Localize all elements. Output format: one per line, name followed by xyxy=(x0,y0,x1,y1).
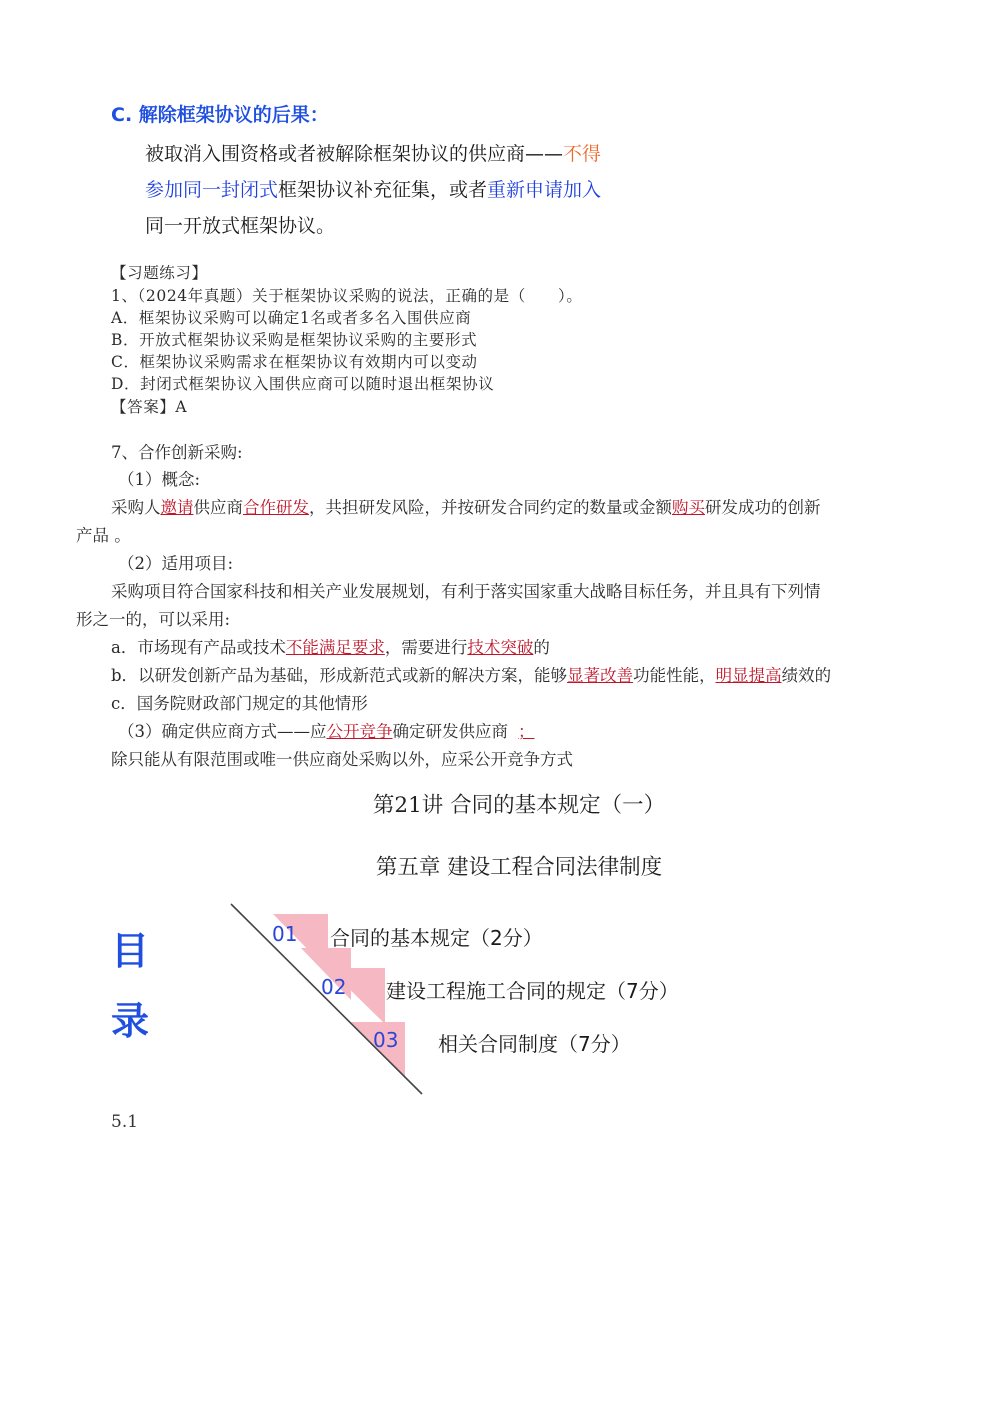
text: ，共担研发风险，并按研发合同约定的数量或金额 xyxy=(309,498,672,517)
exercise-question: 1、（2024年真题）关于框架协议采购的说法，正确的是（ ）。 xyxy=(111,287,583,305)
coop-concept-label: （1）概念: xyxy=(118,470,201,489)
coop-scope-label: （2）适用项目: xyxy=(118,554,234,573)
coop-scope-line-1: 采购项目符合国家科技和相关产业发展规划，有利于落实国家重大战略目标任务，并且具有下列情 xyxy=(111,582,821,601)
exercise-heading: 【习题练习】 xyxy=(111,264,208,282)
key-term-breakthrough: 技术突破 xyxy=(467,638,534,657)
text: a．市场现有产品或技术 xyxy=(111,638,286,657)
coop-heading: 7、合作创新采购: xyxy=(111,443,243,462)
toc-item-1-number: 01 xyxy=(272,922,298,946)
toc-item-2-number: 02 xyxy=(321,975,347,999)
text: 确定研发供应商 xyxy=(392,722,508,741)
chapter-title: 第五章 建设工程合同法律制度 xyxy=(375,855,663,880)
text: 绩效的 xyxy=(781,666,832,685)
section-c-highlight-closed: 参加同一封闭式 xyxy=(145,179,279,201)
section-c-title: C. 解除框架协议的后果： xyxy=(111,104,329,126)
section-c-highlight-budede: 不得 xyxy=(563,143,602,165)
coop-item-b xyxy=(111,662,831,686)
text: 采购人 xyxy=(111,498,161,517)
section-c-line-2 xyxy=(145,175,601,202)
key-term-raise: 明显提高 xyxy=(715,666,782,685)
coop-item-a xyxy=(111,634,550,658)
section-c-highlight-reapply: 重新申请加入 xyxy=(487,179,602,201)
key-term-invite: 邀请 xyxy=(160,498,194,517)
exercise-option-b: B．开放式框架协议采购是框架协议采购的主要形式 xyxy=(111,331,478,349)
section-c-line-1 xyxy=(145,139,601,166)
text: （3）确定供应商方式——应 xyxy=(118,722,327,741)
coop-method-note: 除只能从有限范围或唯一供应商处采购以外，应采公开竞争方式 xyxy=(111,750,573,769)
exercise-option-c: C．框架协议采购需求在框架协议有效期内可以变动 xyxy=(111,353,478,371)
section-c-line-3: 同一开放式框架协议。 xyxy=(145,215,336,237)
toc-item-1-label: 合同的基本规定（2分） xyxy=(330,926,543,950)
section-c-line-2-text: 框架协议补充征集，或者 xyxy=(278,179,488,201)
exercise-option-a: A．框架协议采购可以确定1名或者多名入围供应商 xyxy=(111,309,472,327)
key-term-open-competition: 公开竞争 xyxy=(326,722,393,741)
toc-item-2-label: 建设工程施工合同的规定（7分） xyxy=(386,979,679,1003)
toc-item-3-label: 相关合同制度（7分） xyxy=(438,1032,631,1056)
coop-method xyxy=(118,718,535,742)
text: 的 xyxy=(533,638,550,657)
key-term-co-research: 合作研发 xyxy=(243,498,309,517)
key-term-not-meet: 不能满足要求 xyxy=(285,638,385,657)
key-term-improve: 显著改善 xyxy=(567,666,634,685)
coop-scope-line-2: 形之一的，可以采用: xyxy=(76,610,231,629)
text: 研发成功的创新 xyxy=(705,498,821,517)
text: 功能性能， xyxy=(633,666,716,685)
text: b．以研发创新产品为基础，形成新范式或新的解决方案，能够 xyxy=(111,666,568,685)
exercise-option-d: D．封闭式框架协议入围供应商可以随时退出框架协议 xyxy=(111,375,495,393)
toc-title-char-1: 目 xyxy=(111,929,150,973)
coop-concept-line-1 xyxy=(111,494,821,518)
section-c-line-1-text: 被取消入围资格或者被解除框架协议的供应商—— xyxy=(145,143,564,165)
coop-concept-line-2: 产品 。 xyxy=(76,526,131,545)
toc-title-char-2: 录 xyxy=(111,999,150,1043)
key-term-purchase: 购买 xyxy=(672,498,705,517)
text: ，需要进行 xyxy=(384,638,468,657)
exercise-answer: 【答案】A xyxy=(111,398,188,416)
text: 供应商 xyxy=(193,498,243,517)
lecture-title: 第21讲 合同的基本规定（一） xyxy=(372,793,666,818)
section-number-footer: 5.1 xyxy=(111,1112,139,1132)
coop-item-c: c．国务院财政部门规定的其他情形 xyxy=(111,694,368,713)
toc-item-3-number: 03 xyxy=(373,1028,399,1052)
key-term-semicolon: ； xyxy=(518,722,535,741)
